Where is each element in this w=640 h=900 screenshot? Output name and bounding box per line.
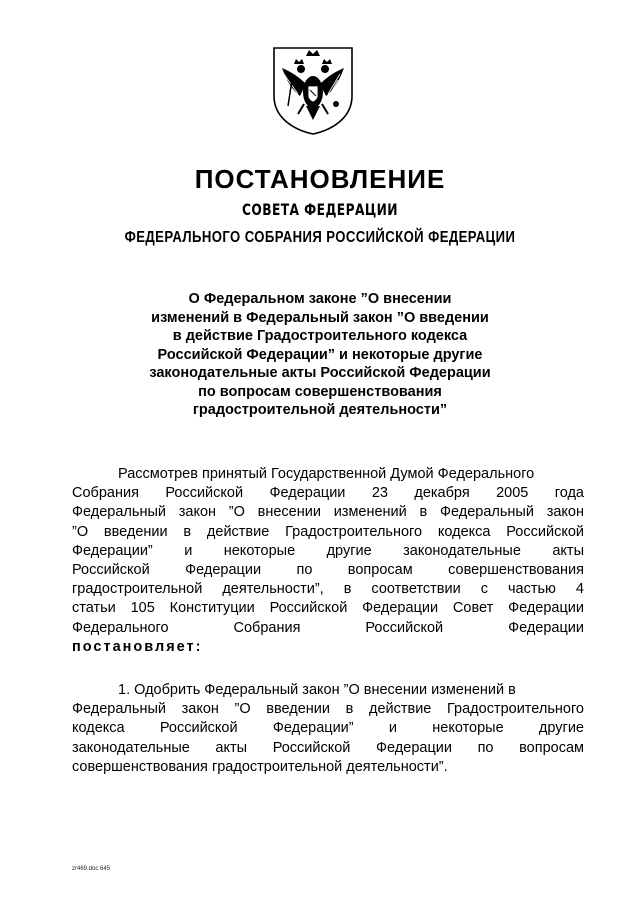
paragraph-line: законодательные акты Российской Федерации по вопросам <box>72 739 584 756</box>
double-headed-eagle-icon <box>270 44 356 136</box>
document-heading <box>110 290 530 420</box>
heading-line: по вопросам совершенствования <box>198 383 442 400</box>
paragraph-line: Федерального Собрания Российской Федерации <box>72 619 584 636</box>
emblem <box>270 44 356 136</box>
resolves-word: постановляет: <box>72 638 203 655</box>
issuer-line-1: СОВЕТА ФЕДЕРАЦИИ <box>242 200 398 219</box>
resolution-item-1 <box>72 681 584 777</box>
page-title: ПОСТАНОВЛЕНИЕ <box>194 164 446 194</box>
document-reference: zr469.doc 645 <box>72 866 111 872</box>
preamble-paragraph <box>72 465 584 657</box>
heading-line: градостроительной деятельности” <box>192 402 448 418</box>
heading-line: О Федеральном законе ”О внесении <box>188 291 452 307</box>
paragraph-line: Российской Федерации по вопросам совершенствования <box>72 562 584 579</box>
issuer-line-2: ФЕДЕРАЛЬНОГО СОБРАНИЯ РОССИЙСКОЙ ФЕДЕРАЦИИ <box>124 229 516 246</box>
paragraph-line: совершенствования градостроительной деятельности”. <box>72 758 448 775</box>
heading-line: изменений в Федеральный закон ”О введении <box>151 309 489 326</box>
paragraph-line: ”О введении в действие Градостроительного кодекса Российской <box>72 523 584 540</box>
paragraph-line: кодекса Российской Федерации” и некоторые другие <box>72 720 584 737</box>
heading-line: законодательные акты Российской Федерации <box>149 365 491 381</box>
paragraph-line: градостроительной деятельности”, в соответствии с частью 4 <box>72 581 584 598</box>
paragraph-line: статьи 105 Конституции Российской Федерации Совет Федерации <box>72 600 584 617</box>
paragraph-line: Федеральный закон ”О введении в действие Градостроительного <box>72 701 584 718</box>
paragraph-line: Собрания Российской Федерации 23 декабря 2005 года <box>72 485 584 502</box>
heading-line: Российской Федерации” и некоторые другие <box>157 346 483 363</box>
paragraph-line: Федерации” и некоторые другие законодательные акты <box>72 542 584 559</box>
heading-line: в действие Градостроительного кодекса <box>172 328 468 344</box>
paragraph-line: 1. Одобрить Федеральный закон ”О внесении изменений в <box>118 682 516 698</box>
paragraph-line: Федеральный закон ”О внесении изменений в Федеральный закон <box>72 504 584 521</box>
paragraph-line: Рассмотрев принятый Государственной Думой Федерального <box>118 466 535 482</box>
